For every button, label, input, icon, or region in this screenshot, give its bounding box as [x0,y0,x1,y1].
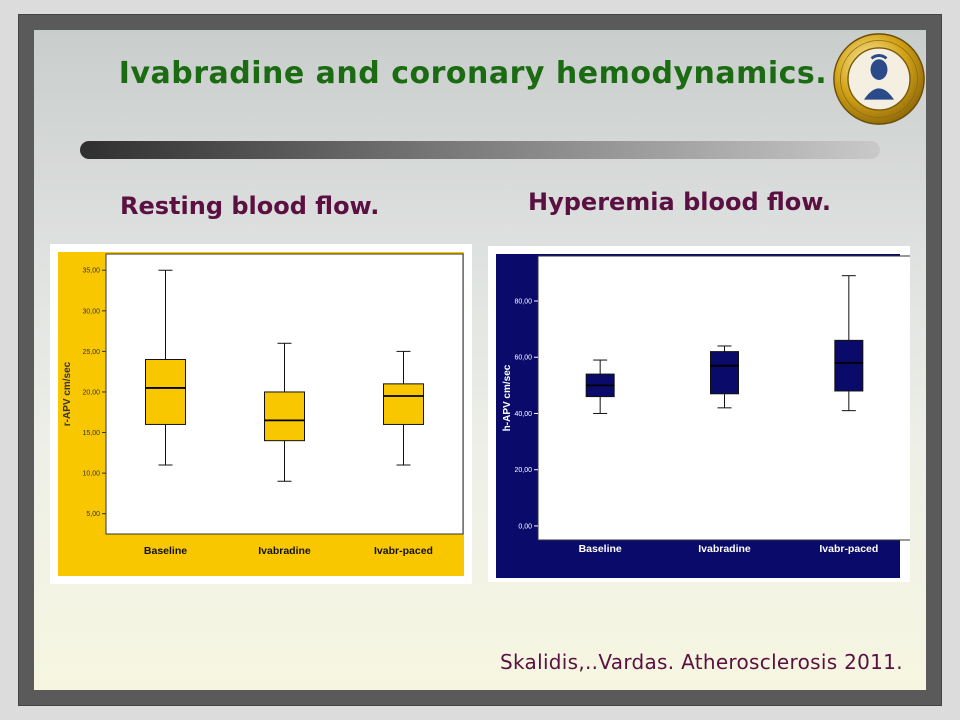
x-category-label: Ivabr-paced [374,545,433,557]
box-ivabradine [265,392,305,441]
y-tick-label: 25,00 [82,348,100,356]
box-plot-hyperemia [488,246,910,582]
chart-panel-hyperemia [488,246,910,582]
y-tick-label: 60,00 [514,354,532,362]
chart-title-resting: Resting blood flow. [120,192,380,220]
y-tick-label: 15,00 [82,430,100,438]
x-category-label: Baseline [143,545,188,557]
y-tick-label: 80,00 [514,298,532,306]
y-tick-label: 20,00 [82,389,100,397]
chart-panel-resting [50,244,472,584]
box-plot-resting [50,244,472,584]
x-category-label: Baseline [578,543,622,555]
x-category-label: Ivabradine [258,545,311,557]
y-tick-label: 30,00 [82,308,100,316]
y-axis-label: h-APV cm/sec [502,364,513,432]
box-ivabr-paced [835,340,863,391]
y-tick-label: 35,00 [82,267,100,275]
x-category-label: Ivabr-paced [819,543,879,555]
citation: Skalidis,..Vardas. Atherosclerosis 2011. [500,650,903,674]
box-ivabr-paced [384,384,424,425]
chart-title-hyperemia: Hyperemia blood flow. [528,188,832,216]
y-tick-label: 20,00 [514,467,532,475]
box-baseline [146,360,186,425]
slide-title: Ivabradine and coronary hemodynamics. [118,56,828,91]
y-axis-label: r-APV cm/sec [62,361,73,427]
y-tick-label: 40,00 [514,410,532,418]
y-tick-label: 5,00 [86,511,100,519]
y-tick-label: 10,00 [82,470,100,478]
society-seal-logo [832,32,926,126]
box-ivabradine [711,352,739,394]
y-tick-label: 0,00 [518,523,532,531]
x-category-label: Ivabradine [698,543,751,555]
title-divider [80,141,880,159]
